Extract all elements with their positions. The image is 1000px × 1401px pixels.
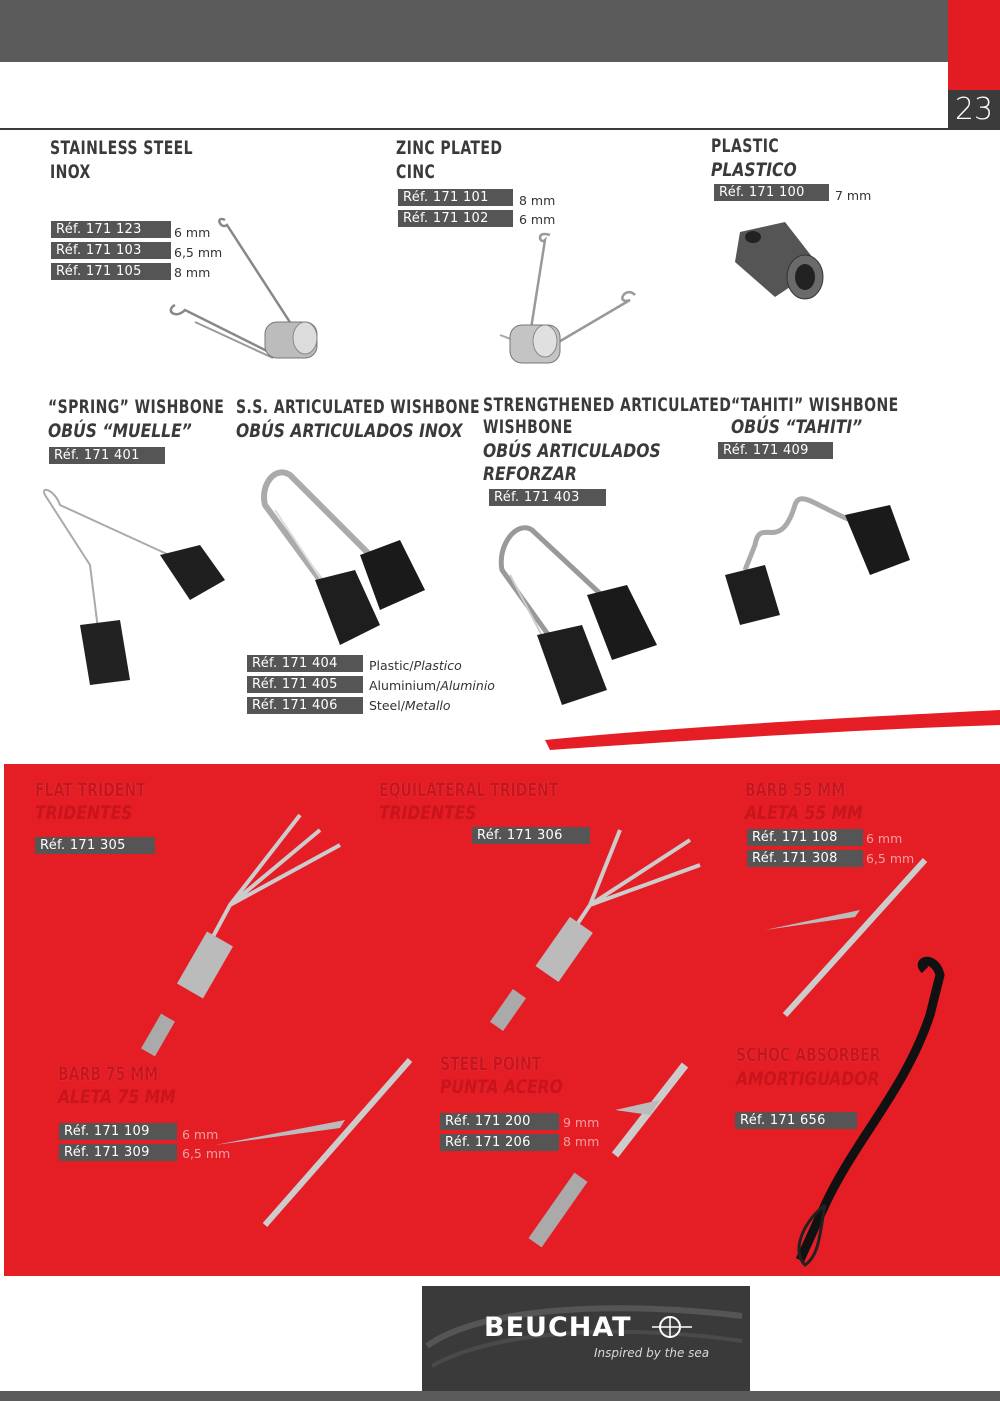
ref-size: 6 mm <box>866 831 903 846</box>
equilateral-trident-title: EQUILATERAL TRIDENT <box>379 779 559 801</box>
ref-label: Réf. 171 105 <box>51 263 171 280</box>
ref-size: 6,5 mm <box>866 851 915 866</box>
plastic-title: PLASTIC <box>711 135 780 157</box>
shock-absorber-subtitle: AMORTIGUADOR <box>736 1068 880 1090</box>
ref-label: Réf. 171 404 <box>247 655 363 672</box>
barb55-title: BARB 55 MM <box>745 779 846 801</box>
ref-label: Réf. 171 406 <box>247 697 363 714</box>
ref-size: 6 mm <box>519 212 556 227</box>
ref-label: Réf. 171 101 <box>398 189 513 206</box>
stainless-subtitle: INOX <box>50 161 91 183</box>
flat-trident-image <box>120 805 360 1065</box>
steel-point-title: STEEL POINT <box>440 1053 542 1075</box>
zinc-title: ZINC PLATED <box>396 137 503 159</box>
flat-trident-title: FLAT TRIDENT <box>35 779 146 801</box>
ref-size: 7 mm <box>835 188 872 203</box>
bottom-bar <box>0 1391 1000 1401</box>
steel-point-subtitle: PUNTA ACERO <box>440 1076 563 1098</box>
tahiti-subtitle: OBÚS “TAHITI” <box>731 416 863 438</box>
ref-material-spanish: Metallo <box>404 698 451 713</box>
spring-subtitle: OBÚS “MUELLE” <box>48 420 192 442</box>
spring-wishbone-image <box>40 485 240 690</box>
strengthened-title-line2: WISHBONE <box>483 416 573 438</box>
top-header-bar <box>0 0 948 62</box>
ref-label: Réf. 171 401 <box>49 447 165 464</box>
steel-point-image <box>520 1060 690 1260</box>
ref-label: Réf. 171 309 <box>59 1144 177 1161</box>
ref-size: 8 mm <box>174 265 211 280</box>
ss-articulated-title: S.S. ARTICULATED WISHBONE <box>236 396 480 418</box>
flat-trident-subtitle: TRIDENTES <box>35 802 133 824</box>
barb55-subtitle: ALETA 55 MM <box>745 802 863 824</box>
zinc-subtitle: CINC <box>396 161 436 183</box>
equilateral-trident-subtitle: TRIDENTES <box>379 802 477 824</box>
ref-label: Réf. 171 200 <box>440 1113 559 1130</box>
stainless-wishbone-image <box>165 210 335 380</box>
ref-label: Réf. 171 100 <box>714 184 829 201</box>
ref-label: Réf. 171 123 <box>51 221 171 238</box>
ref-label: Réf. 171 108 <box>747 829 863 846</box>
top-red-accent <box>948 0 1000 90</box>
zinc-wishbone-image <box>490 225 660 385</box>
strengthened-subtitle: OBÚS ARTICULADOS <box>483 440 661 462</box>
ref-material: Aluminium/ <box>369 678 441 693</box>
red-brush-stroke <box>545 705 1000 755</box>
ref-label: Réf. 171 206 <box>440 1134 559 1151</box>
ref-size: 9 mm <box>563 1115 600 1130</box>
ref-label: Réf. 171 103 <box>51 242 171 259</box>
ref-label: Réf. 171 405 <box>247 676 363 693</box>
tahiti-title: “TAHITI” WISHBONE <box>731 394 899 416</box>
ref-material: Plastic/ <box>369 658 414 673</box>
ref-size: 6 mm <box>174 225 211 240</box>
barb75-image <box>210 1055 420 1230</box>
barb75-subtitle: ALETA 75 MM <box>58 1086 176 1108</box>
ss-articulated-image <box>250 465 440 655</box>
header-rule <box>0 128 948 130</box>
shock-absorber-title: SCHOC ABSORBER <box>736 1044 881 1066</box>
tahiti-wishbone-image <box>720 485 920 625</box>
brand-logo <box>422 1286 750 1392</box>
ref-material: Steel/ <box>369 698 405 713</box>
strengthened-image <box>492 515 672 710</box>
equilateral-trident-image <box>470 810 720 1040</box>
ref-size: 8 mm <box>519 193 556 208</box>
ref-label: Réf. 171 109 <box>59 1123 177 1140</box>
ref-size: 6 mm <box>182 1127 219 1142</box>
ref-label: Réf. 171 403 <box>489 489 606 506</box>
brand-tagline: Inspired by the sea <box>594 1346 710 1360</box>
ref-label: Réf. 171 409 <box>718 442 833 459</box>
ref-material-spanish: Plastico <box>413 658 462 673</box>
shock-absorber-image <box>785 960 955 1270</box>
ref-label: Réf. 171 656 <box>735 1112 857 1129</box>
ref-label: Réf. 171 102 <box>398 210 513 227</box>
ref-label: Réf. 171 308 <box>747 850 863 867</box>
page-number: 23 <box>948 90 1000 130</box>
ref-size: 8 mm <box>563 1134 600 1149</box>
brand-name: BEUCHAT <box>484 1312 632 1343</box>
ref-size: 6,5 mm <box>182 1146 231 1161</box>
ref-size: 6,5 mm <box>174 245 223 260</box>
strengthened-subtitle-line2: REFORZAR <box>483 463 577 485</box>
ss-articulated-subtitle: OBÚS ARTICULADOS INOX <box>236 420 463 442</box>
plastic-slider-image <box>725 212 835 307</box>
spring-title: “SPRING” WISHBONE <box>48 396 225 418</box>
stainless-title: STAINLESS STEEL <box>50 137 194 159</box>
plastic-subtitle: PLASTICO <box>711 159 797 181</box>
ref-label: Réf. 171 306 <box>472 827 590 844</box>
barb75-title: BARB 75 MM <box>58 1063 159 1085</box>
ref-material-spanish: Aluminio <box>440 678 495 693</box>
strengthened-title: STRENGTHENED ARTICULATED <box>483 394 732 416</box>
ref-label: Réf. 171 305 <box>35 837 155 854</box>
